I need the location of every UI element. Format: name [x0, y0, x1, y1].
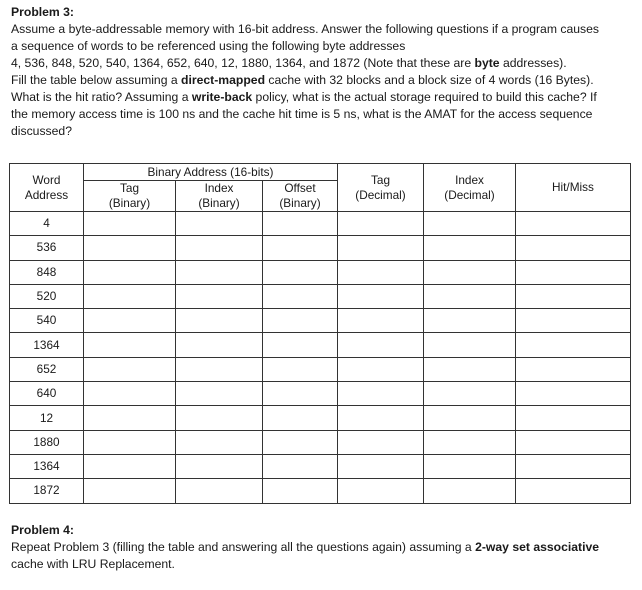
tag-decimal-cell[interactable] — [338, 479, 424, 503]
index-decimal-cell[interactable] — [424, 454, 516, 478]
tag-decimal-cell[interactable] — [338, 430, 424, 454]
table-row — [10, 454, 631, 478]
offset-binary-cell[interactable] — [263, 236, 338, 260]
offset-binary-cell[interactable] — [263, 260, 338, 284]
header-offset-binary — [263, 181, 338, 212]
word-address-cell: 1872 — [10, 479, 84, 503]
tag-binary-cell[interactable] — [84, 284, 176, 308]
index-binary-cell[interactable] — [176, 236, 263, 260]
tag-decimal-cell[interactable] — [338, 454, 424, 478]
offset-binary-cell[interactable] — [263, 406, 338, 430]
table-row — [10, 309, 631, 333]
header-tag-binary-line-1: Tag — [119, 181, 140, 195]
offset-binary-cell[interactable] — [263, 333, 338, 357]
word-address-cell: 1364 — [10, 454, 84, 478]
problem-3-line-3-text: 4, 536, 848, 520, 540, 1364, 652, 640, 12, 1880, 1364, and 1872 (Note that these are — [11, 56, 475, 70]
problem-3-line-3-end: addresses). — [499, 56, 567, 70]
problem-4-line-1 — [11, 539, 635, 556]
hit-miss-cell[interactable] — [516, 430, 631, 454]
index-binary-cell[interactable] — [176, 406, 263, 430]
index-binary-cell[interactable] — [176, 333, 263, 357]
header-index-decimal — [424, 164, 516, 212]
problem-3-write-back-emphasis: write-back — [191, 90, 253, 104]
hit-miss-cell[interactable] — [516, 260, 631, 284]
word-address-cell: 540 — [10, 309, 84, 333]
header-word-address-line-2: Address — [24, 187, 69, 202]
index-decimal-cell[interactable] — [424, 333, 516, 357]
problem-3-line-5 — [11, 89, 635, 106]
problem-4-line-2: cache with LRU Replacement. — [11, 557, 175, 571]
problem-4-line-1-text: Repeat Problem 3 (filling the table and answering all the questions again) assuming a — [11, 540, 476, 554]
index-decimal-cell[interactable] — [424, 284, 516, 308]
word-address-cell: 640 — [10, 382, 84, 406]
problem-3 — [11, 4, 635, 140]
index-decimal-cell[interactable] — [424, 357, 516, 381]
problem-4-2-way-emphasis: 2-way set associative — [475, 540, 600, 554]
table-row — [10, 479, 631, 503]
header-index-decimal-line-1: Index — [455, 172, 484, 187]
index-decimal-cell[interactable] — [424, 212, 516, 236]
index-binary-cell[interactable] — [176, 454, 263, 478]
offset-binary-cell[interactable] — [263, 479, 338, 503]
tag-binary-cell[interactable] — [84, 357, 176, 381]
word-address-cell: 652 — [10, 357, 84, 381]
word-address-cell: 536 — [10, 236, 84, 260]
index-decimal-cell[interactable] — [424, 430, 516, 454]
problem-3-line-7: discussed? — [11, 124, 72, 138]
hit-miss-cell[interactable] — [516, 454, 631, 478]
problem-3-line-3 — [11, 55, 635, 72]
header-word-address-line-1: Word — [32, 172, 61, 187]
table-row — [10, 212, 631, 236]
problem-3-line-1: Assume a byte-addressable memory with 16-bit address. Answer the following questions if a program causes — [11, 22, 599, 36]
problem-3-line-4 — [11, 72, 635, 89]
word-address-cell: 4 — [10, 212, 84, 236]
index-decimal-cell[interactable] — [424, 309, 516, 333]
tag-binary-cell[interactable] — [84, 309, 176, 333]
hit-miss-cell[interactable] — [516, 406, 631, 430]
table-row — [10, 406, 631, 430]
word-address-cell: 848 — [10, 260, 84, 284]
cache-table — [9, 163, 631, 504]
hit-miss-cell[interactable] — [516, 212, 631, 236]
header-word-address — [10, 164, 84, 212]
word-address-cell: 12 — [10, 406, 84, 430]
index-binary-cell[interactable] — [176, 309, 263, 333]
header-index-binary-line-2: (Binary) — [198, 196, 240, 210]
offset-binary-cell[interactable] — [263, 382, 338, 406]
index-binary-cell[interactable] — [176, 260, 263, 284]
index-binary-cell[interactable] — [176, 382, 263, 406]
problem-3-line-5-text: What is the hit ratio? Assuming a — [11, 90, 192, 104]
index-binary-cell[interactable] — [176, 430, 263, 454]
header-index-decimal-line-2: (Decimal) — [444, 187, 495, 202]
tag-decimal-cell[interactable] — [338, 406, 424, 430]
word-address-cell: 1364 — [10, 333, 84, 357]
table-row — [10, 357, 631, 381]
cache-table-container — [9, 163, 631, 504]
tag-decimal-cell[interactable] — [338, 333, 424, 357]
index-binary-cell[interactable] — [176, 357, 263, 381]
index-binary-cell[interactable] — [176, 284, 263, 308]
tag-binary-cell[interactable] — [84, 454, 176, 478]
tag-decimal-cell[interactable] — [338, 236, 424, 260]
header-tag-binary — [84, 181, 176, 212]
hit-miss-cell[interactable] — [516, 382, 631, 406]
header-hit-miss: Hit/Miss — [516, 164, 631, 212]
header-binary-address: Binary Address (16-bits) — [84, 164, 338, 181]
tag-decimal-cell[interactable] — [338, 284, 424, 308]
header-tag-decimal-line-2: (Decimal) — [355, 187, 406, 202]
hit-miss-cell[interactable] — [516, 479, 631, 503]
offset-binary-cell[interactable] — [263, 430, 338, 454]
index-decimal-cell[interactable] — [424, 479, 516, 503]
index-decimal-cell[interactable] — [424, 236, 516, 260]
offset-binary-cell[interactable] — [263, 357, 338, 381]
table-row — [10, 260, 631, 284]
problem-3-direct-mapped-emphasis: direct-mapped — [181, 73, 266, 87]
header-tag-decimal-line-1: Tag — [370, 172, 391, 187]
header-tag-decimal — [338, 164, 424, 212]
index-decimal-cell[interactable] — [424, 406, 516, 430]
table-row — [10, 284, 631, 308]
hit-miss-cell[interactable] — [516, 309, 631, 333]
tag-decimal-cell[interactable] — [338, 309, 424, 333]
index-binary-cell[interactable] — [176, 479, 263, 503]
tag-binary-cell[interactable] — [84, 430, 176, 454]
table-row — [10, 430, 631, 454]
tag-decimal-cell[interactable] — [338, 382, 424, 406]
problem-3-line-6: the memory access time is 100 ns and the cache hit time is 5 ns, what is the AMAT for the access sequence — [11, 107, 593, 121]
problem-3-line-5-end: policy, what is the actual storage required to build this cache? If — [252, 90, 597, 104]
tag-binary-cell[interactable] — [84, 236, 176, 260]
tag-binary-cell[interactable] — [84, 406, 176, 430]
index-decimal-cell[interactable] — [424, 260, 516, 284]
header-tag-binary-line-2: (Binary) — [108, 196, 151, 210]
tag-binary-cell[interactable] — [84, 333, 176, 357]
tag-decimal-cell[interactable] — [338, 260, 424, 284]
offset-binary-cell[interactable] — [263, 284, 338, 308]
problem-3-line-4-end: cache with 32 blocks and a block size of 4 words (16 Bytes). — [265, 73, 594, 87]
header-offset-binary-line-1: Offset — [284, 181, 316, 195]
offset-binary-cell[interactable] — [263, 454, 338, 478]
tag-binary-cell[interactable] — [84, 212, 176, 236]
tag-binary-cell[interactable] — [84, 382, 176, 406]
hit-miss-cell[interactable] — [516, 284, 631, 308]
word-address-cell: 1880 — [10, 430, 84, 454]
word-address-cell: 520 — [10, 284, 84, 308]
index-decimal-cell[interactable] — [424, 382, 516, 406]
tag-decimal-cell[interactable] — [338, 212, 424, 236]
tag-decimal-cell[interactable] — [338, 357, 424, 381]
hit-miss-cell[interactable] — [516, 333, 631, 357]
index-binary-cell[interactable] — [176, 212, 263, 236]
header-index-binary-line-1: Index — [204, 181, 234, 195]
problem-4 — [11, 522, 635, 573]
header-index-binary — [176, 181, 263, 212]
problem-4-title: Problem 4: — [11, 523, 74, 537]
offset-binary-cell[interactable] — [263, 309, 338, 333]
tag-binary-cell[interactable] — [84, 260, 176, 284]
tag-binary-cell[interactable] — [84, 479, 176, 503]
problem-3-line-4-text: Fill the table below assuming a — [11, 73, 182, 87]
table-row — [10, 333, 631, 357]
problem-3-line-2: a sequence of words to be referenced using the following byte addresses — [11, 39, 406, 53]
table-row — [10, 382, 631, 406]
header-offset-binary-line-2: (Binary) — [279, 196, 321, 210]
hit-miss-cell[interactable] — [516, 236, 631, 260]
problem-3-byte-emphasis: byte — [474, 56, 500, 70]
table-row — [10, 236, 631, 260]
offset-binary-cell[interactable] — [263, 212, 338, 236]
problem-3-title: Problem 3: — [11, 5, 74, 19]
hit-miss-cell[interactable] — [516, 357, 631, 381]
